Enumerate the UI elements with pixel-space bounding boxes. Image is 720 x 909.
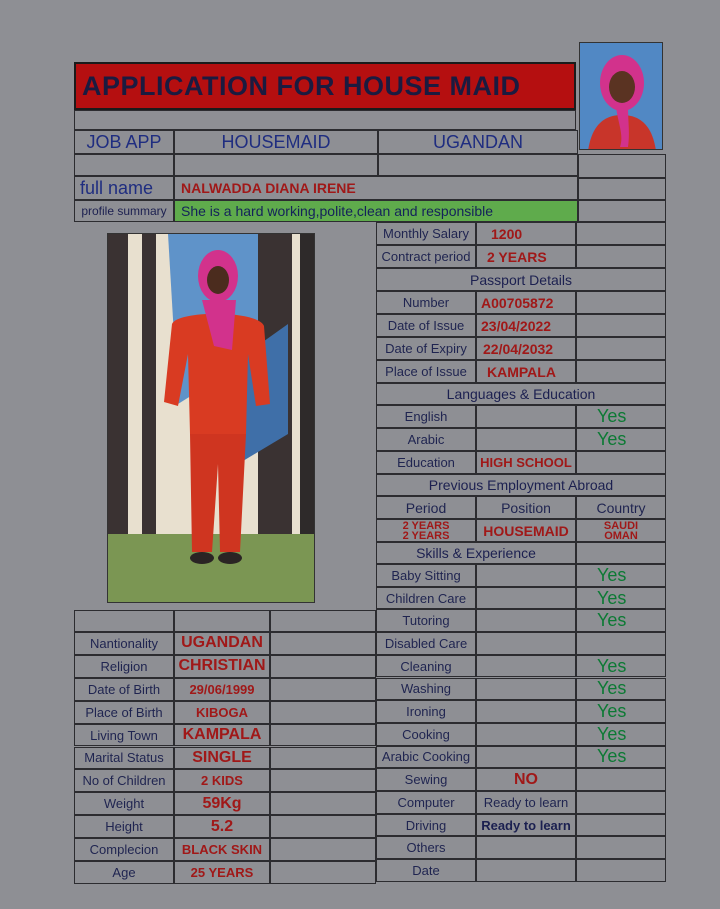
blank-cell xyxy=(576,632,666,655)
employment-heading: Previous Employment Abroad xyxy=(376,474,666,496)
blank-cell xyxy=(576,791,666,814)
blank-cell xyxy=(270,632,376,655)
personal-label: Complecion xyxy=(74,838,174,861)
blank-cell xyxy=(270,655,376,678)
issue-date-value: 23/04/2022 xyxy=(476,314,576,337)
education-label: Education xyxy=(376,451,476,474)
passport-number-value: A00705872 xyxy=(476,291,576,314)
monthly-salary-label: Monthly Salary xyxy=(376,222,476,245)
blank-cell xyxy=(576,314,666,337)
position-header: HOUSEMAID xyxy=(174,130,378,154)
skill-label: Cleaning xyxy=(376,655,476,678)
nationality-header: UGANDAN xyxy=(378,130,578,154)
skill-label: Children Care xyxy=(376,587,476,610)
blank-cell xyxy=(476,632,576,655)
blank-cell xyxy=(270,701,376,724)
personal-value: 5.2 xyxy=(174,815,270,838)
blank-cell xyxy=(576,859,666,882)
blank-cell xyxy=(578,178,666,200)
personal-label: Marital Status xyxy=(74,747,174,770)
blank-cell xyxy=(576,814,666,837)
arabic-label: Arabic xyxy=(376,428,476,451)
blank-cell xyxy=(576,245,666,268)
personal-label: Living Town xyxy=(74,724,174,747)
skill-value: Ready to learn xyxy=(476,814,576,837)
skill-label: Washing xyxy=(376,678,476,701)
blank-cell xyxy=(476,678,576,701)
position-label: Position xyxy=(476,496,576,519)
skills-heading: Skills & Experience xyxy=(376,542,576,564)
blank-cell xyxy=(270,838,376,861)
employment-position-value: HOUSEMAID xyxy=(476,519,576,542)
blank-cell xyxy=(270,724,376,747)
personal-value: SINGLE xyxy=(174,747,270,770)
skill-value: Yes xyxy=(576,746,666,769)
blank-cell xyxy=(576,542,666,564)
skill-value: Yes xyxy=(576,564,666,587)
expiry-date-label: Date of Expiry xyxy=(376,337,476,360)
skill-label: Driving xyxy=(376,814,476,837)
personal-value: KIBOGA xyxy=(174,701,270,724)
country-label: Country xyxy=(576,496,666,519)
blank-cell xyxy=(270,769,376,792)
blank-cell xyxy=(270,678,376,701)
blank-cell xyxy=(576,337,666,360)
personal-value: 2 KIDS xyxy=(174,769,270,792)
personal-value: CHRISTIAN xyxy=(174,655,270,678)
profile-summary-value: She is a hard working,polite,clean and responsible xyxy=(174,200,578,222)
expiry-date-value: 22/04/2032 xyxy=(476,337,576,360)
skill-label: Others xyxy=(376,836,476,859)
period-line-2: 2 YEARS xyxy=(402,530,450,542)
skill-value: Ready to learn xyxy=(476,791,576,814)
blank-cell xyxy=(270,792,376,815)
blank-cell xyxy=(74,610,174,632)
blank-cell xyxy=(270,610,376,632)
application-sheet xyxy=(74,62,666,902)
personal-value: 25 YEARS xyxy=(174,861,270,884)
blank-cell xyxy=(476,587,576,610)
skill-label: Date xyxy=(376,859,476,882)
english-value: Yes xyxy=(576,405,666,428)
blank-cell xyxy=(174,610,270,632)
skill-label: Disabled Care xyxy=(376,632,476,655)
period-label: Period xyxy=(376,496,476,519)
personal-value: 59Kg xyxy=(174,792,270,815)
skill-value: Yes xyxy=(576,700,666,723)
blank-cell xyxy=(576,360,666,383)
personal-label: Weight xyxy=(74,792,174,815)
languages-heading: Languages & Education xyxy=(376,383,666,405)
blank-cell xyxy=(576,222,666,245)
skill-value: Yes xyxy=(576,609,666,632)
skill-label: Ironing xyxy=(376,700,476,723)
issue-place-value: KAMPALA xyxy=(476,360,576,383)
blank-cell xyxy=(270,861,376,884)
personal-label: Religion xyxy=(74,655,174,678)
blank-cell xyxy=(576,836,666,859)
blank-cell xyxy=(476,564,576,587)
employment-country-cell xyxy=(576,519,666,542)
contract-period-label: Contract period xyxy=(376,245,476,268)
blank-cell xyxy=(174,154,378,176)
blank-cell xyxy=(578,200,666,222)
blank-cell xyxy=(576,291,666,314)
full-name-label: full name xyxy=(74,176,174,200)
skill-value: Yes xyxy=(576,723,666,746)
education-value: HIGH SCHOOL xyxy=(476,451,576,474)
skill-value: Yes xyxy=(576,678,666,701)
blank-cell xyxy=(576,768,666,791)
full-name-value: NALWADDA DIANA IRENE xyxy=(174,176,578,200)
skill-label: Cooking xyxy=(376,723,476,746)
blank-cell xyxy=(270,815,376,838)
blank-cell xyxy=(74,154,174,176)
english-label: English xyxy=(376,405,476,428)
personal-value: 29/06/1999 xyxy=(174,678,270,701)
issue-date-label: Date of Issue xyxy=(376,314,476,337)
issue-place-label: Place of Issue xyxy=(376,360,476,383)
blank-cell xyxy=(476,723,576,746)
application-title: APPLICATION FOR HOUSE MAID xyxy=(74,62,576,110)
blank-cell xyxy=(74,110,576,130)
country-line-1: SAUDI xyxy=(603,520,639,532)
skill-label: Arabic Cooking xyxy=(376,746,476,769)
employment-period-cell xyxy=(376,519,476,542)
blank-cell xyxy=(476,428,576,451)
profile-summary-label: profile summary xyxy=(74,200,174,222)
personal-value: UGANDAN xyxy=(174,632,270,655)
personal-label: Date of Birth xyxy=(74,678,174,701)
passport-number-label: Number xyxy=(376,291,476,314)
blank-cell xyxy=(476,609,576,632)
arabic-value: Yes xyxy=(576,428,666,451)
blank-cell xyxy=(476,655,576,678)
blank-cell xyxy=(378,154,578,176)
skill-label: Sewing xyxy=(376,768,476,791)
skill-value: Yes xyxy=(576,655,666,678)
skill-value: Yes xyxy=(576,587,666,610)
personal-label: Place of Birth xyxy=(74,701,174,724)
personal-value: BLACK SKIN xyxy=(174,838,270,861)
country-line-2: OMAN xyxy=(604,530,638,542)
blank-cell xyxy=(476,700,576,723)
skill-label: Baby Sitting xyxy=(376,564,476,587)
blank-cell xyxy=(476,836,576,859)
passport-details-heading: Passport Details xyxy=(376,268,666,291)
contract-period-value: 2 YEARS xyxy=(476,245,576,268)
blank-cell xyxy=(576,451,666,474)
personal-label: Nantionality xyxy=(74,632,174,655)
personal-label: No of Children xyxy=(74,769,174,792)
full-body-photo xyxy=(107,233,315,603)
personal-label: Height xyxy=(74,815,174,838)
job-app-label: JOB APP xyxy=(74,130,174,154)
personal-label: Age xyxy=(74,861,174,884)
blank-cell xyxy=(476,859,576,882)
personal-value: KAMPALA xyxy=(174,724,270,747)
skill-label: Tutoring xyxy=(376,609,476,632)
skill-value: NO xyxy=(476,768,576,791)
blank-cell xyxy=(476,746,576,769)
blank-cell xyxy=(476,405,576,428)
period-line-1: 2 YEARS xyxy=(402,520,450,532)
blank-cell xyxy=(270,747,376,770)
blank-cell xyxy=(578,154,666,178)
skill-label: Computer xyxy=(376,791,476,814)
monthly-salary-value: 1200 xyxy=(476,222,576,245)
